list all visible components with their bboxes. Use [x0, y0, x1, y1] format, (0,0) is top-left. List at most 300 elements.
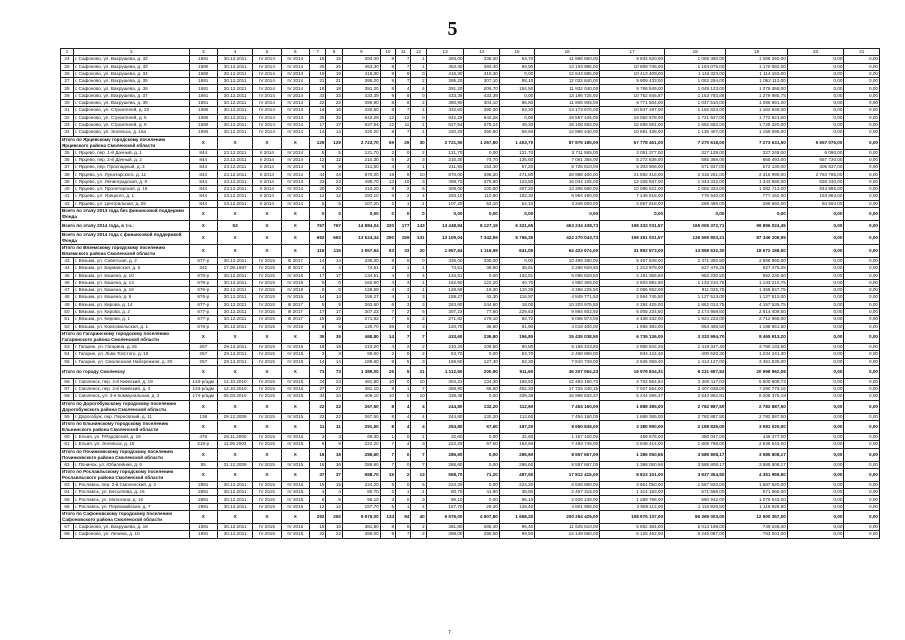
- table-cell: 3 380 990,00: [600, 420, 665, 433]
- column-number: 7: [309, 49, 326, 56]
- column-number: 10: [380, 49, 395, 56]
- table-cell: 15: [326, 524, 343, 531]
- table-cell: 0,00: [844, 420, 880, 433]
- table-cell: 13 172 670,00: [535, 107, 600, 114]
- table-cell: 53,70: [426, 351, 464, 358]
- table-cell: 1: [396, 200, 411, 207]
- table-cell: 40: [411, 511, 426, 524]
- table-cell: 26: [380, 365, 395, 378]
- table-cell: 210,20: [426, 343, 464, 350]
- table-cell: X: [253, 511, 281, 524]
- table-cell: 17 725 240,16: [535, 386, 600, 393]
- subtotal-label: Всего по этапу 2014 года с финансовой поддержкой Фонда: [61, 231, 190, 244]
- table-cell: 0,00: [787, 257, 844, 264]
- table-cell: 11 905 905,00: [535, 100, 600, 107]
- table-cell: 0,00: [787, 85, 844, 92]
- table-cell: 0,00: [787, 351, 844, 358]
- table-cell: 37: [309, 468, 326, 481]
- table-cell: 19: [380, 171, 395, 178]
- table-cell: 222,20: [426, 441, 464, 448]
- table-row: [61, 164, 880, 171]
- table-cell: X: [281, 207, 309, 220]
- table-cell: 0,00: [787, 279, 844, 286]
- table-cell: 558,70: [426, 468, 464, 481]
- table-cell: 409,10: [342, 393, 380, 400]
- table-cell: 1: [396, 489, 411, 496]
- table-cell: 1: [396, 386, 411, 393]
- table-cell: 11 966 850,00: [535, 56, 600, 63]
- table-cell: 2891: [189, 489, 217, 496]
- table-cell: 53: [217, 220, 252, 231]
- table-cell: 15: [326, 316, 343, 323]
- table-row: [61, 114, 880, 121]
- table-cell: IV 2015: [281, 378, 309, 385]
- table-cell: 7: [396, 107, 411, 114]
- table-cell: X: [253, 136, 281, 149]
- table-cell: 7: [396, 129, 411, 136]
- table-cell: IV 2014: [281, 121, 309, 128]
- table-cell: 6 576,00: [342, 511, 380, 524]
- table-cell: 23.12.2011: [217, 178, 252, 185]
- table-cell: 2: [411, 149, 426, 156]
- table-cell: 1 682 682,00: [665, 121, 726, 128]
- table-cell: г. Сафоново, ул. Вахрушева, д. 39: [73, 100, 189, 107]
- table-row: [61, 343, 880, 350]
- table-cell: 7: [411, 448, 426, 461]
- table-cell: 0,00: [787, 511, 844, 524]
- table-cell: 5 240 087,00: [665, 531, 726, 538]
- table-cell: 67,60: [464, 441, 499, 448]
- table-cell: 18: [309, 85, 326, 92]
- table-cell: 5 457 649,00: [600, 257, 665, 264]
- table-cell: IV 2015: [253, 481, 281, 488]
- table-cell: 5 005 234,50: [600, 309, 665, 316]
- table-cell: 263,60: [342, 301, 380, 308]
- table-cell: 24: [326, 378, 343, 385]
- table-cell: 80,70: [342, 489, 380, 496]
- table-cell: 128,40: [499, 503, 534, 510]
- table-cell: г. Сафоново, ул. Вахрушева, д. 35: [73, 78, 189, 85]
- table-cell: 16: [309, 461, 326, 468]
- table-cell: 53: [380, 244, 395, 257]
- table-cell: 30: [61, 100, 74, 107]
- table-cell: 1 957,64: [342, 244, 380, 257]
- table-cell: 7 273 631,50: [726, 136, 787, 149]
- table-cell: 420,20: [342, 129, 380, 136]
- table-cell: IV 2015: [253, 524, 281, 531]
- table-cell: 4 284 425,00: [600, 301, 665, 308]
- table-cell: 112,60: [499, 413, 534, 420]
- table-cell: IV 2015: [281, 461, 309, 468]
- table-cell: IV 2015: [281, 386, 309, 393]
- table-cell: 2 764 786,00: [787, 171, 844, 178]
- table-cell: 143: [411, 220, 426, 231]
- table-cell: 3 837 354,50: [665, 468, 726, 481]
- table-cell: 5: [396, 358, 411, 365]
- table-cell: X: [189, 365, 217, 378]
- table-cell: 677-р: [189, 301, 217, 308]
- table-cell: 0,00: [844, 323, 880, 330]
- table-cell: 116,97: [499, 294, 534, 301]
- table-cell: 30.12.2011: [217, 279, 252, 286]
- table-cell: 12: [380, 121, 395, 128]
- table-cell: IV 2015: [253, 358, 281, 365]
- table-cell: 1691: [189, 524, 217, 531]
- table-cell: 9 771 504,00: [600, 100, 665, 107]
- table-row: [61, 56, 880, 63]
- table-cell: X: [253, 330, 281, 343]
- column-number: 19: [726, 49, 787, 56]
- table-cell: 3: [411, 178, 426, 185]
- table-cell: 391,20: [342, 85, 380, 92]
- table-cell: 37: [326, 468, 343, 481]
- table-cell: 12: [309, 156, 326, 163]
- table-row: [61, 489, 880, 496]
- table-cell: 2 468 886,00: [535, 351, 600, 358]
- table-cell: 307,23: [426, 309, 464, 316]
- table-cell: 0,00: [787, 441, 844, 448]
- table-cell: 17: [326, 121, 343, 128]
- column-number: 13: [426, 49, 464, 56]
- table-cell: 5: [380, 503, 395, 510]
- table-cell: 0,00: [844, 56, 880, 63]
- table-cell: 288 496,00: [665, 200, 726, 207]
- table-cell: 2 457 315,00: [535, 489, 600, 496]
- table-row: [61, 503, 880, 510]
- table-cell: 10 591 438,00: [600, 129, 665, 136]
- table-cell: 41,90: [464, 489, 499, 496]
- table-cell: 304,22: [426, 378, 464, 385]
- table-cell: 1 162 823,00: [665, 107, 726, 114]
- table-cell: 23.12.2011: [217, 164, 252, 171]
- table-cell: 23.12.2011: [217, 200, 252, 207]
- table-cell: 210,20: [342, 343, 380, 350]
- table-cell: 6 725 810,00: [535, 164, 600, 171]
- table-cell: 1690: [189, 63, 217, 70]
- table-cell: X: [253, 244, 281, 257]
- table-cell: 2 721,50: [426, 136, 464, 149]
- table-cell: 16: [309, 448, 326, 461]
- table-cell: 63: [61, 481, 74, 488]
- table-cell: 560 942,00: [665, 496, 726, 503]
- table-cell: 286,60: [342, 461, 380, 468]
- table-cell: 1 587 920,00: [665, 481, 726, 488]
- table-cell: 110,39: [499, 287, 534, 294]
- table-row: [61, 378, 880, 385]
- table-cell: 3 051 377,00: [600, 149, 665, 156]
- table-cell: 1 862 014,75: [665, 301, 726, 308]
- table-cell: 211,50: [342, 164, 380, 171]
- table-cell: 0,00: [787, 343, 844, 350]
- table-cell: 11 625 810,00: [535, 524, 600, 531]
- table-cell: 4 428 332,00: [600, 316, 665, 323]
- table-cell: 2 603 882,50: [600, 279, 665, 286]
- table-cell: 642,28: [464, 114, 499, 121]
- table-cell: 162,90: [426, 279, 464, 286]
- table-cell: 27: [309, 386, 326, 393]
- table-cell: 3: [411, 441, 426, 448]
- table-cell: 0: [396, 496, 411, 503]
- table-cell: 2 191 365,50: [600, 272, 665, 279]
- table-cell: II 2014: [253, 149, 281, 156]
- table-cell: 3: [411, 496, 426, 503]
- table-cell: 30.12.2011: [217, 100, 252, 107]
- table-cell: 211,50: [426, 164, 464, 171]
- table-cell: X: [281, 400, 309, 413]
- table-cell: 380 047,00: [665, 433, 726, 440]
- table-cell: 2: [396, 156, 411, 163]
- table-cell: 4 351 959,50: [726, 468, 787, 481]
- table-cell: 154,30: [464, 164, 499, 171]
- page-number: 5: [447, 18, 458, 40]
- table-cell: 1 957,64: [426, 244, 464, 257]
- table-cell: 468,80: [342, 330, 380, 343]
- table-cell: 3 651 050,00: [600, 481, 665, 488]
- table-cell: г. Ельня, ул. Р.Радовской, д. 19: [73, 433, 189, 440]
- table-cell: г. Вязьма, ул. Кашена, д. 8: [73, 294, 189, 301]
- table-cell: 433,39: [426, 92, 464, 99]
- table-cell: 286,60: [499, 448, 534, 461]
- table-cell: 0,00: [787, 448, 844, 461]
- table-cell: 7: [380, 461, 395, 468]
- table-cell: 12: [309, 503, 326, 510]
- table-cell: 30.12.2011: [217, 92, 252, 99]
- table-cell: г. Гагарин, ул. Смоленская Набережная, д. 20: [73, 358, 189, 365]
- table-cell: г. Сафоново, ул. Вахрушева, д. 37: [73, 92, 189, 99]
- table-cell: 1 234 241,30: [726, 351, 787, 358]
- table-cell: 2 568 112,00: [600, 503, 665, 510]
- table-cell: X: [189, 448, 217, 461]
- table-cell: IV 2014: [281, 85, 309, 92]
- table-cell: 571 566,00: [726, 489, 787, 496]
- table-cell: 6: [326, 279, 343, 286]
- table-cell: IV 2016: [281, 287, 309, 294]
- table-cell: 42: [61, 200, 74, 207]
- table-cell: 2 687 818,00: [600, 200, 665, 207]
- table-cell: 23.12.2011: [217, 149, 252, 156]
- table-cell: 3 333 994,70: [665, 330, 726, 343]
- table-cell: 69,00: [342, 351, 380, 358]
- table-cell: 8 208 375,19: [726, 393, 787, 400]
- table-cell: 307,10: [464, 78, 499, 85]
- table-cell: 1 386 050,66: [600, 448, 665, 461]
- table-cell: 0,00: [844, 489, 880, 496]
- table-cell: 13 305 680,00: [535, 186, 600, 193]
- table-cell: 24: [309, 378, 326, 385]
- column-number: 11: [396, 49, 411, 56]
- table-cell: 53: [61, 343, 74, 350]
- table-cell: 257: [189, 343, 217, 350]
- table-cell: 578,24: [464, 121, 499, 128]
- table-cell: 1: [411, 489, 426, 496]
- table-cell: 870,00: [426, 171, 464, 178]
- table-row: [61, 156, 880, 163]
- table-cell: 8 964 480,00: [535, 193, 600, 200]
- table-cell: X: [189, 420, 217, 433]
- table-cell: 69,30: [342, 433, 380, 440]
- table-cell: 46 207 064,23: [535, 365, 600, 378]
- table-cell: 64 423 674,00: [535, 244, 600, 257]
- table-cell: 0,00: [787, 420, 844, 433]
- table-cell: г. Гагарин, ул. Гагарина, д. 81: [73, 343, 189, 350]
- table-cell: 2 782 887,50: [726, 413, 787, 420]
- table-cell: 335,00: [426, 257, 464, 264]
- table-cell: 34: [309, 393, 326, 400]
- table-cell: IV 2014: [253, 107, 281, 114]
- column-number: 5: [253, 49, 281, 56]
- table-cell: IV 2014: [281, 200, 309, 207]
- table-cell: 0,00: [844, 524, 880, 531]
- table-cell: г. Вязьма, ул. Кирова, д. 1: [73, 316, 189, 323]
- table-cell: 45: [61, 272, 74, 279]
- table-cell: 6: [380, 193, 395, 200]
- table-cell: 165 005 372,71: [665, 220, 726, 231]
- table-cell: 1: [411, 287, 426, 294]
- table-cell: 293,10: [426, 193, 464, 200]
- table-cell: 1: [411, 129, 426, 136]
- table-cell: 0: [326, 207, 343, 220]
- table-cell: 7 270 618,00: [665, 136, 726, 149]
- table-cell: 4: [396, 85, 411, 92]
- table-cell: 471,80: [499, 171, 534, 178]
- table-cell: 54,70: [499, 56, 534, 63]
- table-cell: 1: [396, 265, 411, 272]
- table-cell: 116: [326, 244, 343, 257]
- housing-relocation-table: [60, 48, 880, 539]
- table-cell: 24: [61, 56, 74, 63]
- table-cell: 10 499 260,00: [535, 257, 600, 264]
- table-cell: 5 244 395,37: [600, 393, 665, 400]
- table-cell: 476: [189, 433, 217, 440]
- table-cell: 5: [309, 287, 326, 294]
- table-row: [61, 257, 880, 264]
- table-cell: 10 762 945,87: [600, 92, 665, 99]
- table-cell: X: [217, 330, 252, 343]
- table-cell: 2: [411, 531, 426, 538]
- table-cell: 3: [396, 164, 411, 171]
- table-cell: 18: [309, 343, 326, 350]
- table-cell: 3: [411, 323, 426, 330]
- table-cell: 1 062 294,00: [665, 78, 726, 85]
- table-cell: 2 955 942,20: [600, 343, 665, 350]
- table-cell: 8: [380, 524, 395, 531]
- table-cell: 692: [309, 231, 326, 244]
- table-cell: 69,90: [499, 63, 534, 70]
- table-cell: г. Вязьма, ул. Кашена, д. 16: [73, 287, 189, 294]
- table-cell: 5 657 075,00: [787, 136, 844, 149]
- table-cell: 0,00: [844, 178, 880, 185]
- table-cell: 7: [396, 63, 411, 70]
- table-cell: 398,20: [464, 171, 499, 178]
- column-number: 6: [281, 49, 309, 56]
- table-cell: 0,00: [787, 63, 844, 70]
- table-cell: 229,63: [499, 309, 534, 316]
- table-row: [61, 309, 880, 316]
- column-number: 17: [600, 49, 665, 56]
- table-cell: 29: [61, 92, 74, 99]
- table-cell: IV 2014: [281, 129, 309, 136]
- table-cell: 47: [61, 287, 74, 294]
- table-cell: 184,50: [499, 85, 534, 92]
- table-cell: IV 2015: [281, 496, 309, 503]
- table-cell: IV 2014: [281, 114, 309, 121]
- table-cell: 122,20: [464, 279, 499, 286]
- table-cell: 0,00: [787, 531, 844, 538]
- table-cell: 9: [380, 531, 395, 538]
- table-cell: X: [281, 468, 309, 481]
- table-cell: 74,51: [342, 265, 380, 272]
- table-cell: 0,00: [844, 309, 880, 316]
- table-cell: 30.12.2011: [217, 489, 252, 496]
- table-cell: 3: [309, 351, 326, 358]
- table-cell: 1: [396, 503, 411, 510]
- table-cell: 0,00: [464, 393, 499, 400]
- table-cell: г. Ярцево, ул. Пролетарская, д. 19: [73, 186, 189, 193]
- table-cell: IV 2014: [281, 193, 309, 200]
- table-cell: г. Починок, ул. Юбилейная, д. 6: [73, 461, 189, 468]
- table-cell: 4: [396, 400, 411, 413]
- table-cell: 30.12.2011: [217, 129, 252, 136]
- table-cell: 13 524,34: [342, 231, 380, 244]
- table-cell: 2 814 409,50: [726, 309, 787, 316]
- table-cell: 30.12.2011: [217, 287, 252, 294]
- table-cell: 0,00: [787, 107, 844, 114]
- table-cell: 0,00: [844, 294, 880, 301]
- table-row: [61, 301, 880, 308]
- table-cell: 499,70: [426, 178, 464, 185]
- table-cell: 17 812 415,00: [535, 468, 600, 481]
- table-cell: 132,20: [464, 400, 499, 413]
- table-cell: 415,30: [426, 70, 464, 77]
- table-cell: 0: [396, 149, 411, 156]
- table-cell: 0,00: [464, 496, 499, 503]
- table-cell: 23.12.2011: [217, 193, 252, 200]
- table-cell: 15: [326, 481, 343, 488]
- table-cell: г. Сафоново, ул. Энгельса, д. 16а: [73, 129, 189, 136]
- table-cell: 0,00: [464, 481, 499, 488]
- table-cell: 10 413 409,00: [600, 70, 665, 77]
- table-cell: 163 863,00: [787, 193, 844, 200]
- table-cell: 21: [326, 78, 343, 85]
- table-cell: 0,00: [844, 85, 880, 92]
- table-cell: 402,30: [499, 386, 534, 393]
- subtotal-label: Итого по Рославльскому городскому поселению Рославльского района Смоленской области: [61, 468, 190, 481]
- table-cell: 7: [380, 309, 395, 316]
- table-row: [61, 496, 880, 503]
- table-cell: 777 162,00: [726, 193, 787, 200]
- table-cell: IV 2015: [253, 257, 281, 264]
- table-cell: 0,00: [499, 257, 534, 264]
- table-cell: 88,10: [499, 78, 534, 85]
- table-cell: 0,00: [844, 149, 880, 156]
- column-number: 20: [787, 49, 844, 56]
- table-cell: 6 095 829,50: [535, 272, 600, 279]
- table-cell: 1690: [189, 129, 217, 136]
- table-cell: 4: [380, 287, 395, 294]
- table-cell: 37: [61, 164, 74, 171]
- table-cell: 35: [326, 330, 343, 343]
- table-cell: 20: [309, 186, 326, 193]
- table-cell: 30.12.2011: [217, 70, 252, 77]
- table-cell: X: [281, 244, 309, 257]
- table-cell: г. Ярцево, пер. 2-й Дачный, д. 2: [73, 156, 189, 163]
- table-cell: 0,00: [844, 386, 880, 393]
- table-cell: 5 303 906,00: [600, 164, 665, 171]
- table-cell: 288 592,00: [726, 200, 787, 207]
- table-cell: 8: [396, 70, 411, 77]
- table-cell: IV 2016: [281, 323, 309, 330]
- table-cell: X: [281, 420, 309, 433]
